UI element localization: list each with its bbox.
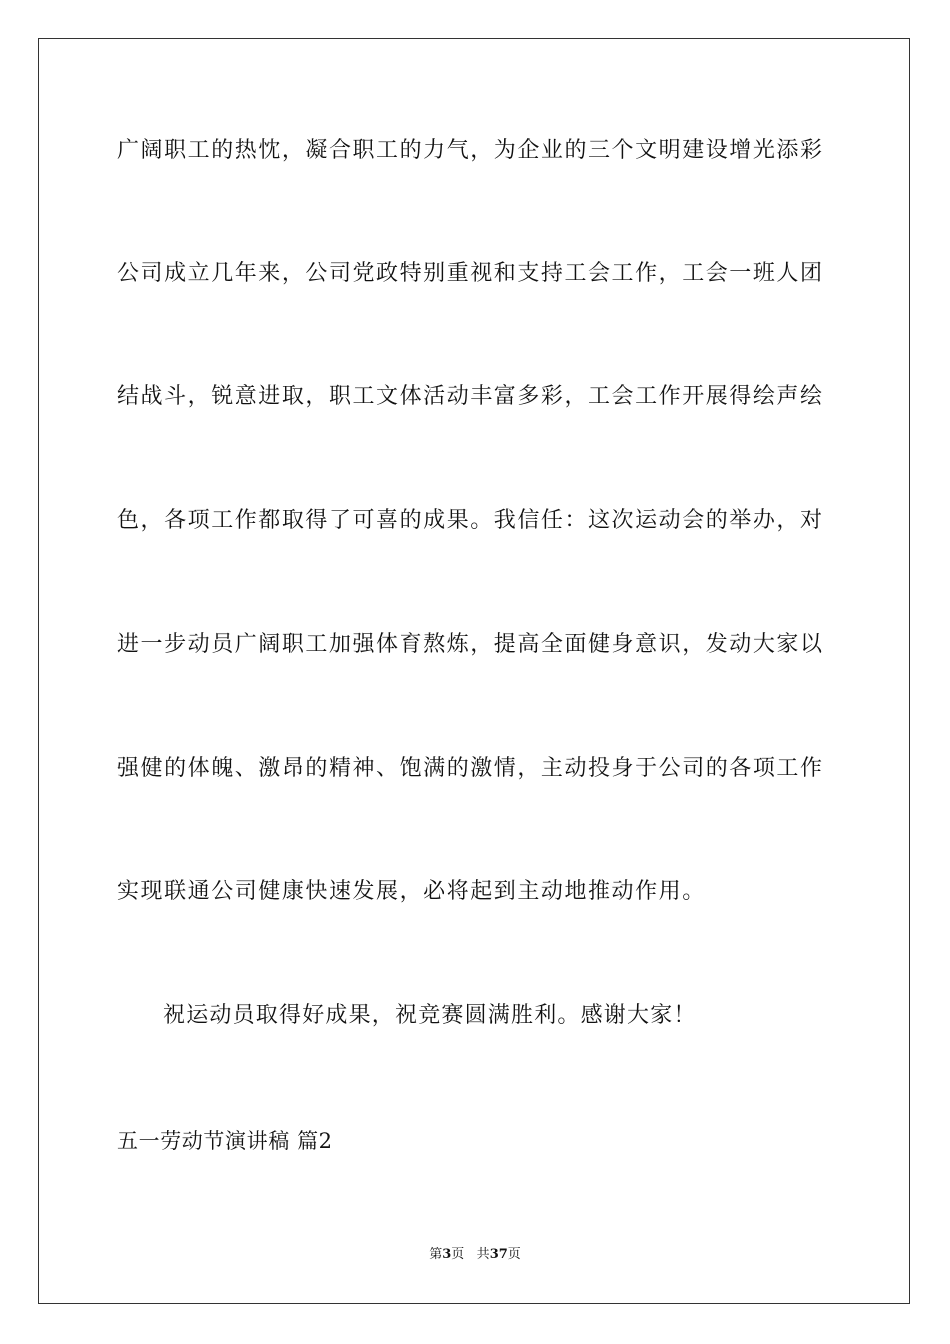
closing-paragraph: 祝运动员取得好成果，祝竞赛圆满胜利。感谢大家！ [163, 1003, 697, 1028]
total-suffix: 页 [507, 1247, 521, 1262]
section-heading: 五一劳动节演讲稿 篇2 [117, 1129, 333, 1153]
body-text-line-7: 实现联通公司健康快速发展，必将起到主动地推动作用。 [117, 879, 706, 904]
body-text-line-6: 强健的体魄、激昂的精神、饱满的激情，主动投身于公司的各项工作 [117, 756, 824, 781]
page-prefix: 第 [429, 1247, 443, 1262]
body-text-line-4: 色，各项工作都取得了可喜的成果。我信任：这次运动会的举办，对 [117, 508, 824, 533]
total-pages: 37 [489, 1247, 508, 1262]
page-border [38, 38, 910, 1304]
body-text-line-1: 广阔职工的热忱，凝合职工的力气，为企业的三个文明建设增光添彩 [117, 138, 824, 163]
total-prefix: 共 [476, 1247, 490, 1262]
page-footer [0, 1246, 950, 1264]
body-text-line-5: 进一步动员广阔职工加强体育熬炼，提高全面健身意识，发动大家以 [117, 632, 824, 657]
page-suffix: 页 [451, 1247, 465, 1262]
body-text-line-2: 公司成立几年来，公司党政特别重视和支持工会工作，工会一班人团 [117, 261, 824, 286]
body-text-line-3: 结战斗，锐意进取，职工文体活动丰富多彩，工会工作开展得绘声绘 [117, 384, 824, 409]
page-number: 3 [442, 1247, 452, 1262]
